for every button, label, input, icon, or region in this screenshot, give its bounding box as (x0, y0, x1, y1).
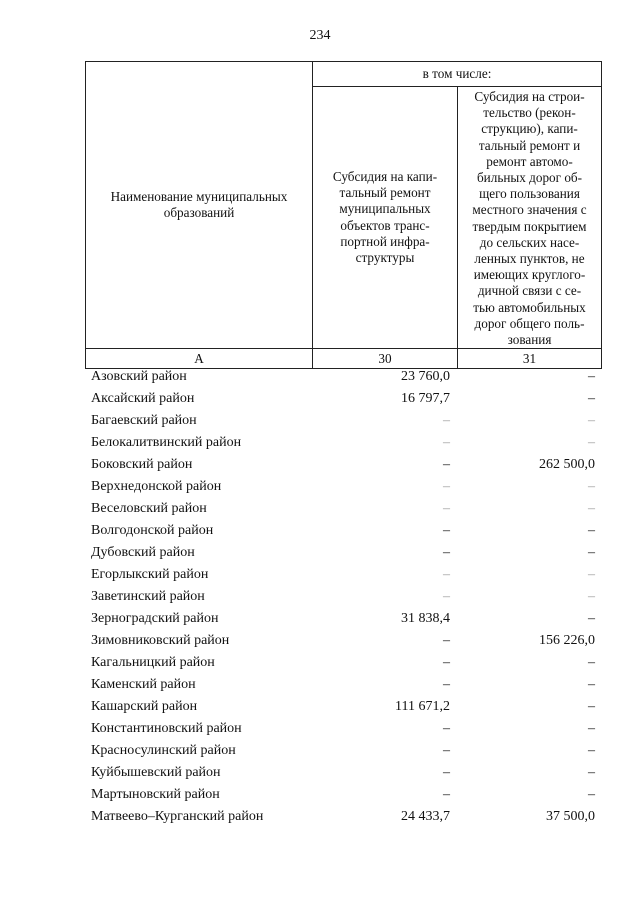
table-row (0, 410, 640, 432)
row-name: Азовский район (91, 369, 187, 384)
row-name: Куйбышевский район (91, 765, 221, 780)
table-row (0, 806, 640, 828)
row-value-31: – (588, 479, 595, 494)
row-name: Волгодонской район (91, 523, 214, 538)
row-value-30: – (443, 567, 450, 582)
row-name: Боковский район (91, 457, 193, 472)
table-row (0, 696, 640, 718)
table-row (0, 652, 640, 674)
row-value-30: – (443, 457, 450, 472)
row-name: Верхнедонской район (91, 479, 222, 494)
row-name: Кашарский район (91, 699, 198, 714)
row-value-31: 156 226,0 (539, 633, 595, 648)
row-value-31: – (588, 721, 595, 736)
row-value-31: – (588, 611, 595, 626)
row-value-30: – (443, 677, 450, 692)
row-name: Багаевский район (91, 413, 197, 428)
row-value-30: – (443, 501, 450, 516)
header-group-label: в том числе: (313, 62, 602, 87)
row-name: Аксайский район (91, 391, 195, 406)
table-row (0, 674, 640, 696)
header-name-column: Наименование муниципальных образований (86, 62, 313, 349)
row-value-30: – (443, 435, 450, 450)
header-number-30: 30 (313, 349, 458, 369)
table-row (0, 520, 640, 542)
table-row (0, 388, 640, 410)
row-name: Зимовниковский район (91, 633, 230, 648)
header-column-31: Субсидия на строи- тельство (рекон- струкцию), капи- тальный ремонт и ремонт автомо- бильных дорог об- щего пользования местного значения с твердым покрытием до сельских насе- ленных пунктов, не имеющих круглого- дичной связи с се- тью автомобильных дорог общего поль- зования (458, 87, 602, 349)
row-value-30: 111 671,2 (395, 699, 450, 714)
row-value-30: – (443, 633, 450, 648)
row-value-30: – (443, 413, 450, 428)
row-name: Заветинский район (91, 589, 205, 604)
row-value-30: 24 433,7 (401, 809, 450, 824)
table-row (0, 498, 640, 520)
row-value-31: – (588, 413, 595, 428)
row-name: Белокалитвинский район (91, 435, 242, 450)
table-row (0, 740, 640, 762)
row-value-30: – (443, 589, 450, 604)
row-name: Зерноградский район (91, 611, 219, 626)
table-row (0, 718, 640, 740)
table-row (0, 608, 640, 630)
row-value-31: – (588, 699, 595, 714)
table-row (0, 564, 640, 586)
header-number-31: 31 (458, 349, 602, 369)
row-value-30: – (443, 655, 450, 670)
row-value-30: – (443, 743, 450, 758)
header-column-30: Субсидия на капи- тальный ремонт муниципальных объектов транс- портной инфра- структуры (313, 87, 458, 349)
row-value-30: – (443, 721, 450, 736)
row-value-31: – (588, 523, 595, 538)
row-name: Кагальницкий район (91, 655, 215, 670)
row-name: Дубовский район (91, 545, 195, 560)
page-number: 234 (309, 28, 331, 43)
row-value-30: 16 797,7 (401, 391, 450, 406)
row-value-30: – (443, 787, 450, 802)
row-value-31: – (588, 677, 595, 692)
row-value-31: 37 500,0 (546, 809, 595, 824)
row-name: Мартыновский район (91, 787, 220, 802)
table-body (0, 366, 640, 828)
table-row (0, 476, 640, 498)
table-row (0, 586, 640, 608)
header-number-a: А (86, 349, 313, 369)
row-value-30: – (443, 765, 450, 780)
row-value-31: – (588, 655, 595, 670)
table-row (0, 542, 640, 564)
row-value-31: – (588, 787, 595, 802)
table-row (0, 432, 640, 454)
row-value-30: – (443, 545, 450, 560)
row-value-31: 262 500,0 (539, 457, 595, 472)
row-name: Константиновский район (91, 721, 242, 736)
row-name: Егорлыкский район (91, 567, 209, 582)
table-header (85, 61, 602, 369)
row-value-31: – (588, 369, 595, 384)
row-value-31: – (588, 545, 595, 560)
row-name: Веселовский район (91, 501, 207, 516)
table-row (0, 630, 640, 652)
row-name: Матвеево–Курганский район (91, 809, 264, 824)
table-row (0, 366, 640, 388)
row-value-31: – (588, 501, 595, 516)
row-name: Красносулинский район (91, 743, 236, 758)
row-value-31: – (588, 391, 595, 406)
table-row (0, 784, 640, 806)
row-value-31: – (588, 589, 595, 604)
row-value-30: 31 838,4 (401, 611, 450, 626)
row-value-30: – (443, 523, 450, 538)
row-value-31: – (588, 435, 595, 450)
row-value-31: – (588, 765, 595, 780)
row-name: Каменский район (91, 677, 196, 692)
row-value-30: – (443, 479, 450, 494)
row-value-30: 23 760,0 (401, 369, 450, 384)
table-row (0, 454, 640, 476)
row-value-31: – (588, 743, 595, 758)
table-row (0, 762, 640, 784)
row-value-31: – (588, 567, 595, 582)
